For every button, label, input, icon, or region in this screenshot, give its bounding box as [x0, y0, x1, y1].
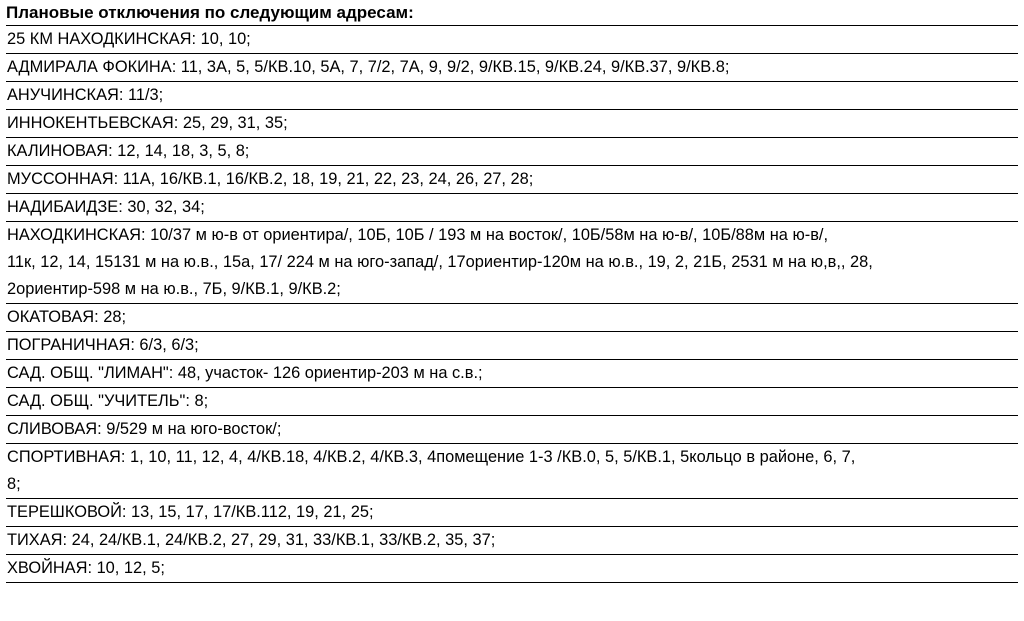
address-row-text: ХВОЙНАЯ: 10, 12, 5; — [7, 559, 165, 577]
address-row — [6, 166, 1018, 194]
page-title: Плановые отключения по следующим адресам: — [6, 0, 1018, 26]
address-row — [6, 222, 1018, 304]
address-row — [6, 26, 1018, 54]
address-row-text: 25 КМ НАХОДКИНСКАЯ: 10, 10; — [7, 30, 251, 48]
address-row-text: ТЕРЕШКОВОЙ: 13, 15, 17, 17/КВ.112, 19, 21, 25; — [7, 503, 374, 521]
address-row-text: МУССОННАЯ: 11А, 16/КВ.1, 16/КВ.2, 18, 19, 21, 22, 23, 24, 26, 27, 28; — [7, 170, 534, 188]
address-row — [6, 527, 1018, 555]
address-row — [6, 416, 1018, 444]
address-row-text: КАЛИНОВАЯ: 12, 14, 18, 3, 5, 8; — [7, 142, 250, 160]
address-row — [6, 332, 1018, 360]
address-row — [6, 444, 1018, 499]
address-row — [6, 555, 1018, 583]
address-row-text: ИННОКЕНТЬЕВСКАЯ: 25, 29, 31, 35; — [7, 114, 288, 132]
address-row-text: ПОГРАНИЧНАЯ: 6/3, 6/3; — [7, 336, 199, 354]
address-list — [6, 26, 1018, 583]
address-row-text: АНУЧИНСКАЯ: 11/3; — [7, 86, 164, 104]
address-row — [6, 194, 1018, 222]
address-row-text: АДМИРАЛА ФОКИНА: 11, 3А, 5, 5/КВ.10, 5А, 7, 7/2, 7А, 9, 9/2, 9/КВ.15, 9/КВ.24, 9/КВ.37, 9/КВ.8; — [7, 58, 730, 76]
address-row — [6, 82, 1018, 110]
address-row — [6, 138, 1018, 166]
address-row — [6, 360, 1018, 388]
address-row-text: САД. ОБЩ. "УЧИТЕЛЬ": 8; — [7, 392, 209, 410]
address-row-text: ТИХАЯ: 24, 24/КВ.1, 24/КВ.2, 27, 29, 31, 33/КВ.1, 33/КВ.2, 35, 37; — [7, 531, 496, 549]
address-row-text: СПОРТИВНАЯ: 1, 10, 11, 12, 4, 4/КВ.18, 4/КВ.2, 4/КВ.3, 4помещение 1-3 /КВ.0, 5, 5/КВ.1, 5кольцо в районе, 6, 7, — [7, 448, 856, 466]
address-row — [6, 304, 1018, 332]
address-row-text: САД. ОБЩ. "ЛИМАН": 48, участок- 126 ориентир-203 м на с.в.; — [7, 364, 483, 382]
address-row-text: 2ориентир-598 м на ю.в., 7Б, 9/КВ.1, 9/КВ.2; — [7, 280, 341, 298]
address-row-text: ОКАТОВАЯ: 28; — [7, 308, 127, 326]
address-row-text: НАХОДКИНСКАЯ: 10/37 м ю-в от ориентира/, 10Б, 10Б / 193 м на восток/, 10Б/58м на ю-в/, 10Б/88м на ю-в/, — [7, 226, 829, 244]
address-row — [6, 54, 1018, 82]
address-row — [6, 110, 1018, 138]
address-row-text: 8; — [7, 475, 21, 493]
address-row — [6, 388, 1018, 416]
address-row-text: НАДИБАИДЗЕ: 30, 32, 34; — [7, 198, 205, 216]
address-row-text: СЛИВОВАЯ: 9/529 м на юго-восток/; — [7, 420, 282, 438]
address-row — [6, 499, 1018, 527]
address-row-text: 11к, 12, 14, 15131 м на ю.в., 15а, 17/ 224 м на юго-запад/, 17ориентир-120м на ю.в., 19, 2, 21Б, 2531 м на ю,в,, 28, — [7, 253, 873, 271]
